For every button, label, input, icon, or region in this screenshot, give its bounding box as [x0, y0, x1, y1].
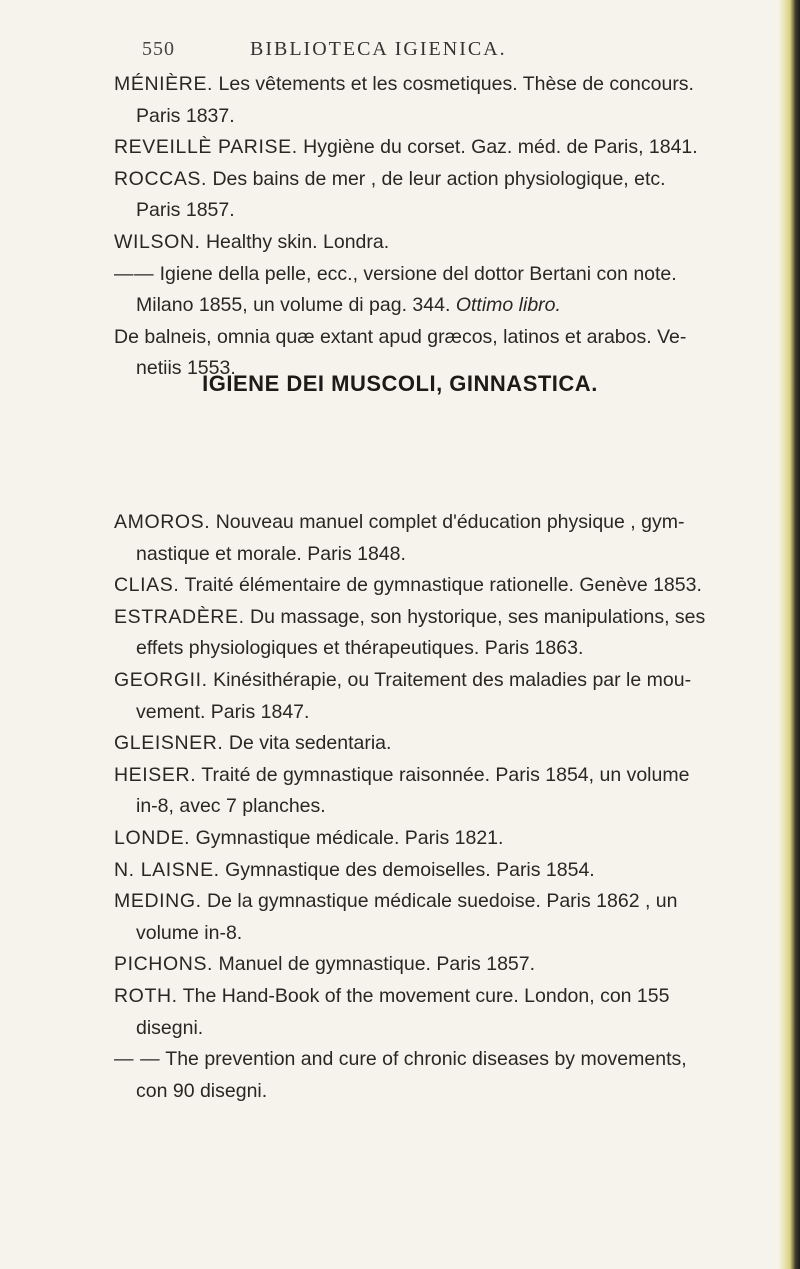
- entry-text: Gymnastique des demoiselles. Paris 1854.: [225, 858, 595, 881]
- entry-continuation: in-8, avec 7 planches.: [136, 795, 326, 818]
- entry-first-line: [114, 164, 754, 196]
- bib-entry: [114, 227, 754, 259]
- entry-first-line: [114, 823, 754, 855]
- entry-first-line: [114, 949, 754, 981]
- entry-text: De vita sedentaria.: [228, 732, 392, 755]
- entry-italic-note: Ottimo libro.: [455, 294, 561, 317]
- entry-continuation: con 90 disegni.: [136, 1079, 268, 1102]
- entry-continuation: nastique et morale. Paris 1848.: [136, 542, 406, 565]
- entry-author: GLEISNER.: [114, 732, 224, 755]
- entry-text: The prevention and cure of chronic diseases by movements,: [165, 1048, 687, 1071]
- entry-first-line: [114, 855, 754, 887]
- entry-author: CLIAS.: [114, 574, 180, 597]
- entry-author: N. LAISNE.: [114, 858, 220, 881]
- entry-text: Manuel de gymnastique. Paris 1857.: [218, 953, 536, 976]
- entry-first-line: [114, 132, 754, 164]
- bib-entry: [114, 1044, 754, 1107]
- entry-author: HEISER.: [114, 763, 197, 786]
- entry-first-line: [114, 570, 754, 602]
- entry-continuation: Paris 1857.: [136, 199, 235, 222]
- entry-continuation: vement. Paris 1847.: [136, 700, 310, 723]
- entry-author: AMOROS.: [114, 511, 211, 533]
- bib-entry: [114, 259, 754, 322]
- entry-continuation: Paris 1837.: [136, 104, 235, 127]
- entry-first-line: [114, 665, 754, 697]
- bibliography-top: [114, 69, 754, 385]
- page-number: 550: [142, 38, 175, 60]
- bib-entry: [114, 507, 754, 570]
- entry-text: De la gymnastique médicale suedoise. Paris 1862 , un: [207, 890, 678, 913]
- entry-author: REVEILLÈ PARISE.: [114, 136, 298, 159]
- section-title: IGIENE DEI MUSCOLI, GINNASTICA.: [202, 371, 598, 396]
- entry-author: MEDING.: [114, 890, 202, 913]
- entry-author: LONDE.: [114, 826, 191, 849]
- entry-continuation: netiis 1553.: [136, 357, 236, 380]
- entry-continuation: [114, 290, 754, 322]
- entry-first-line: [114, 886, 754, 918]
- entry-author: WILSON.: [114, 230, 201, 253]
- entry-first-line: [114, 760, 754, 792]
- bib-entry: [114, 602, 754, 665]
- bib-entry: [114, 949, 754, 981]
- entry-first-line: [114, 227, 754, 259]
- bib-entry: [114, 760, 754, 823]
- running-head: BIBLIOTECA IGIENICA.: [250, 38, 507, 60]
- entry-first-line: De balneis, omnia quæ extant apud græcos, latinos et arabos. Ve-: [114, 325, 687, 348]
- entry-text: Des bains de mer , de leur action physiologique, etc.: [212, 167, 666, 190]
- page-header: [142, 38, 742, 66]
- bibliography-bottom: [114, 507, 754, 1107]
- entry-text: Hygiène du corset. Gaz. méd. de Paris, 1841.: [303, 136, 698, 159]
- entry-text: Traité de gymnastique raisonnée. Paris 1854, un volume: [201, 763, 690, 786]
- entry-first-line: [114, 507, 754, 539]
- entry-text: Gymnastique médicale. Paris 1821.: [195, 826, 504, 849]
- bib-entry: [114, 665, 754, 728]
- entry-text: Les vêtements et les cosmetiques. Thèse de concours.: [218, 73, 694, 95]
- entry-continuation: volume in-8.: [136, 921, 243, 944]
- entry-author: ROCCAS.: [114, 167, 208, 190]
- entry-text: Traité élémentaire de gymnastique rationelle. Genève 1853.: [184, 574, 702, 597]
- entry-author: ROTH.: [114, 984, 178, 1007]
- entry-first-line: [114, 1044, 754, 1076]
- entry-text: Kinésithérapie, ou Traitement des maladies par le mou-: [213, 668, 692, 691]
- bib-entry: [114, 164, 754, 227]
- entry-first-line: [114, 259, 754, 291]
- bib-entry: [114, 132, 754, 164]
- entry-author: ——: [114, 262, 155, 285]
- entry-author: — —: [114, 1048, 161, 1071]
- entry-text: Nouveau manuel complet d'éducation physique , gym-: [215, 511, 685, 533]
- bib-entry: [114, 823, 754, 855]
- entry-text: Milano 1855, un volume di pag. 344.: [136, 294, 451, 317]
- bib-entry: [114, 69, 754, 132]
- entry-author: MÉNIÈRE.: [114, 73, 214, 95]
- entry-continuation: effets physiologiques et thérapeutiques. Paris 1863.: [136, 637, 584, 660]
- entry-author: ESTRADÈRE.: [114, 605, 245, 628]
- entry-first-line: [114, 602, 754, 634]
- entry-text: Healthy skin. Londra.: [205, 230, 390, 253]
- bib-entry: [114, 855, 754, 887]
- entry-text: Igiene della pelle, ecc., versione del dottor Bertani con note.: [159, 262, 677, 285]
- entry-author: PICHONS.: [114, 953, 214, 976]
- bib-entry: [114, 570, 754, 602]
- entry-first-line: [114, 728, 754, 760]
- entry-continuation: disegni.: [136, 1016, 204, 1039]
- entry-text: Du massage, son hystorique, ses manipulations, ses: [250, 605, 706, 628]
- entry-first-line: [114, 69, 754, 101]
- page-edge-shadow: [778, 0, 800, 1269]
- entry-text: The Hand-Book of the movement cure. London, con 155: [182, 984, 670, 1007]
- entry-first-line: [114, 981, 754, 1013]
- entry-author: GEORGII.: [114, 668, 208, 691]
- bib-entry: [114, 728, 754, 760]
- bib-entry: [114, 886, 754, 949]
- bib-entry: [114, 981, 754, 1044]
